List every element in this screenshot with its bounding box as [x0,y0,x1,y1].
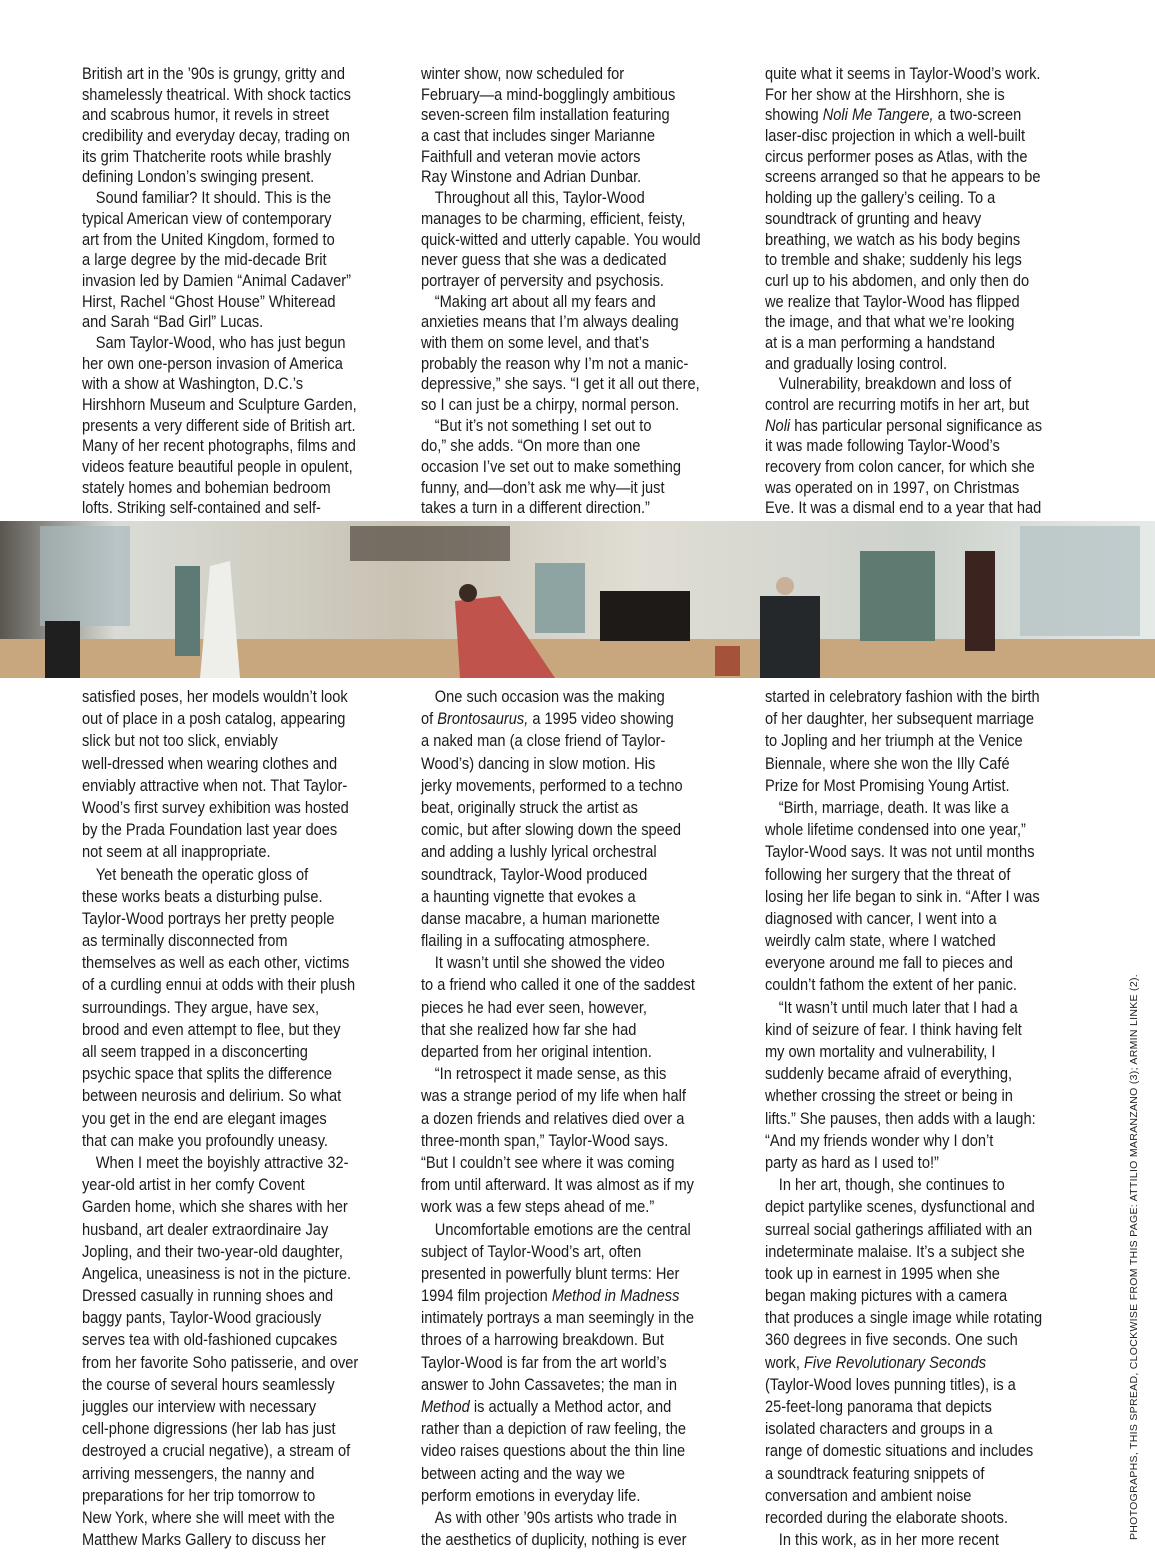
text-line: It wasn’t until she showed the video [434,953,665,973]
text-line: preparations for her trip tomorrow to [82,1485,316,1505]
text-segment: a 1995 video showing [528,709,674,729]
text-line: a large degree by the mid-decade Brit [82,250,327,270]
text-line: 25-feet-long panorama that depicts [765,1397,992,1416]
text-line: When I meet the boyishly attractive 32- [95,1152,349,1172]
paragraph [82,864,403,1152]
text-line: work was a few steps ahead of me.” [421,1197,655,1217]
text-line: Taylor-Wood says. It was not until months [765,842,1035,862]
text-line: the aesthetics of duplicity, nothing is ever [421,1530,687,1550]
text-line: with a show at Washington, D.C.’s [82,374,304,394]
text-line: a haunting vignette that evokes a [421,886,636,906]
text-line: video raises questions about the thin line [421,1441,686,1461]
text-line: Prize for Most Promising Young Artist. [765,775,1010,795]
text-line: these works beats a disturbing pulse. [82,886,323,906]
text-line: depict partylike scenes, dysfunctional and [765,1197,1035,1217]
text-line: anxieties means that I’m always dealing [421,312,679,332]
italic-title: Brontosaurus, [437,709,529,729]
text-line: occasion I’ve set out to make something [421,457,682,477]
text-line: her own one-person invasion of America [82,353,343,373]
text-line: between neurosis and delirium. So what [82,1086,342,1106]
text-line: Taylor-Wood is far from the art world’s [421,1352,667,1372]
italic-title: Method in Madness [551,1286,680,1306]
text-line: perform emotions in everyday life. [421,1485,641,1505]
text-line: surreal social gatherings affiliated with an [765,1219,1033,1239]
article-column-1-top [82,64,401,519]
italic-title: Noli [765,415,791,435]
text-line: enviably attractive when not. That Taylor- [82,775,348,795]
text-line: quick-witted and utterly capable. You would [421,229,701,249]
text-line: stately homes and bohemian bedroom [82,477,331,497]
text-line: “In retrospect it made sense, as this [434,1064,667,1084]
text-line: winter show, now scheduled for [421,64,625,83]
text-line: takes a turn in a different direction.” [421,498,650,518]
text-line: Jopling, and their two-year-old daughter, [82,1241,343,1261]
paragraph [82,333,401,519]
text-line [765,1352,1042,1374]
text-line: February—a mind-bogglingly ambitious [421,84,676,104]
text-line: year-old artist in her comfy Covent [82,1175,305,1195]
text-segment: has particular personal significance as [790,415,1043,435]
text-line: subject of Taylor-Wood’s art, often [421,1241,642,1261]
text-line: Sound familiar? It should. This is the [95,188,332,208]
paragraph [421,292,746,416]
text-line: its grim Thatcherite roots while brashly [82,146,332,166]
text-line: “But it’s not something I set out to [434,415,652,435]
text-line: losing her life began to sink in. “After I was [765,886,1040,906]
text-line: not seem at all inappropriate. [82,842,271,862]
text-line: brood and even attempt to flee, but they [82,1019,341,1039]
paragraph [421,188,746,291]
article-column-2-top [421,64,746,519]
text-line: defining London’s swinging present. [82,167,315,187]
text-line: seven-screen film installation featuring [421,105,670,125]
text-line: diagnosed with cancer, I went into a [765,908,997,928]
text-line: “Birth, marriage, death. It was like a [778,797,1009,817]
text-line: out of place in a posh catalog, appearing [82,709,346,729]
paragraph [765,1174,1087,1529]
text-line: took up in earnest in 1995 when she [765,1263,1000,1283]
text-line: “It wasn’t until much later that I had a [778,997,1018,1017]
text-line: destroyed a crucial negative), a stream of [82,1441,351,1461]
text-line: recovery from colon cancer, for which she [765,457,1035,477]
text-line: began making pictures with a camera [765,1286,1008,1306]
text-line: lofts. Striking self-contained and self- [82,498,321,518]
text-line: range of domestic situations and includes [765,1441,1034,1461]
text-line: kind of seizure of fear. I think having felt [765,1019,1022,1039]
text-line: Hirst, Rachel “Ghost House” Whiteread [82,291,336,311]
paragraph [765,686,1087,797]
text-line: a naked man (a close friend of Taylor- [421,731,666,751]
text-line: was a strange period of my life when half [421,1086,686,1106]
text-line: Garden home, which she shares with her [82,1197,348,1217]
text-line: One such occasion was the making [434,687,665,706]
text-line: portrayer of perversity and psychosis. [421,270,664,290]
text-line: everyone around me fall to pieces and [765,953,1013,973]
text-line: satisfied poses, her models wouldn’t look [82,687,348,706]
text-line [765,105,1042,126]
text-line: flailing in a suffocating atmosphere. [421,931,650,951]
text-line: soundtrack of grunting and heavy [765,208,982,228]
paragraph [765,1529,1087,1551]
text-line: 360 degrees in five seconds. One such [765,1330,1018,1350]
text-line: between acting and the way we [421,1463,626,1483]
text-line: and scabrous humor, it revels in street [82,105,330,125]
text-line: circus performer poses as Atlas, with the [765,146,1028,166]
text-line: screens arranged so that he appears to be [765,167,1041,187]
text-line: Yet beneath the operatic gloss of [95,864,309,884]
paragraph [82,64,401,188]
text-line: Taylor-Wood portrays her pretty people [82,908,335,928]
text-line: never guess that she was a dedicated [421,250,667,270]
text-line: British art in the ’90s is grungy, gritty and [82,64,346,83]
text-line: a dozen friends and relatives died over a [421,1108,685,1128]
paragraph [765,64,1087,374]
text-line: psychic space that splits the difference [82,1064,333,1084]
text-line: Biennale, where she won the Illy Café [765,753,1010,773]
paragraph [765,797,1087,997]
text-line: beat, originally struck the artist as [421,797,638,817]
text-line: curl up to his abdomen, and only then do [765,270,1030,290]
text-line: the image, and that what we’re looking [765,312,1015,332]
text-line: Wood’s) dancing in slow motion. His [421,753,656,773]
text-segment: is actually a Method actor, and [469,1397,672,1416]
text-line: started in celebratory fashion with the birth [765,687,1040,706]
text-line: juggles our interview with necessary [82,1397,317,1416]
text-line: serves tea with old-fashioned cupcakes [82,1330,338,1350]
text-line [421,1285,695,1307]
text-line: For her show at the Hirshhorn, she is [765,84,1005,104]
text-line: presented in powerfully blunt terms: Her [421,1263,680,1283]
text-line: party as hard as I used to!” [765,1152,939,1172]
text-line: of her daughter, her subsequent marriage [765,709,1035,729]
text-line: the course of several hours seamlessly [82,1374,335,1394]
text-line: themselves as well as each other, victims [82,953,350,973]
text-line: so I can just be a chirpy, normal person. [421,395,680,414]
text-line: “Making art about all my fears and [434,291,656,311]
paragraph [421,1219,739,1507]
text-line: at is a man performing a handstand [765,332,995,352]
text-line: videos feature beautiful people in opulent, [82,457,353,477]
text-line: my own mortality and vulnerability, I [765,1042,996,1061]
text-line: jerky movements, performed to a techno [421,775,683,795]
text-line: In this work, as in her more recent [778,1530,999,1550]
paragraph [82,1152,403,1551]
text-line: “But I couldn’t see where it was coming [421,1152,675,1172]
paragraph [421,1507,739,1551]
text-line: manages to be charming, efficient, feisty, [421,208,686,228]
text-line: funny, and—don’t ask me why—it just [421,477,665,497]
text-line: to tremble and shake; suddenly his legs [765,250,1022,270]
italic-title: Method [421,1397,470,1416]
text-line: conversation and ambient noise [765,1485,972,1505]
text-line: Dressed casually in running shoes and [82,1286,334,1306]
text-line: slick but not too slick, enviably [82,731,278,751]
text-line [765,416,1042,437]
text-line: you get in the end are elegant images [82,1108,327,1128]
text-segment: a two-screen [933,105,1022,125]
paragraph [765,997,1087,1175]
text-segment: 1994 film projection [421,1286,552,1306]
paragraph [421,686,739,952]
text-segment: of [421,709,438,729]
text-line: Many of her recent photographs, films and [82,436,356,456]
text-line: with them on some level, and that’s [421,332,650,352]
text-line: cell-phone digressions (her lab has just [82,1419,336,1439]
text-line: typical American view of contemporary [82,208,332,228]
text-segment: work, [765,1352,804,1372]
text-line: whether crossing the street or being in [765,1086,1013,1106]
text-line: Eve. It was a dismal end to a year that had [765,498,1042,518]
text-line: (Taylor-Wood loves punning titles), is a [765,1374,1016,1394]
article-column-3-top [765,64,1087,519]
text-line: weirdly calm state, where I watched [765,931,996,951]
text-line: breathing, we watch as his body begins [765,229,1021,249]
text-line: As with other ’90s artists who trade in [434,1507,677,1527]
text-line: baggy pants, Taylor-Wood graciously [82,1308,322,1328]
text-line: probably the reason why I’m not a manic- [421,353,689,373]
text-line: and adding a lushly lyrical orchestral [421,842,657,862]
text-line: presents a very different side of British art. [82,415,356,435]
article-column-3-bottom [765,686,1087,1551]
text-line: Sam Taylor-Wood, who has just begun [95,332,346,352]
paragraph [82,686,403,864]
panorama-photo [0,521,1155,678]
text-line: Throughout all this, Taylor-Wood [434,188,645,208]
text-line: invasion led by Damien “Animal Cadaver” [82,270,351,290]
text-line: quite what it seems in Taylor-Wood’s work. [765,64,1041,83]
text-line: rather than a depiction of raw feeling, the [421,1419,686,1439]
paragraph [765,374,1087,519]
text-line: following her surgery that the threat of [765,864,1011,884]
text-line: to Jopling and her triumph at the Venice [765,731,1023,751]
text-line: Faithfull and veteran movie actors [421,146,641,166]
text-line: whole lifetime condensed into one year,” [765,820,1026,840]
text-line: recorded during the elaborate shoots. [765,1507,1009,1527]
text-line: art from the United Kingdom, formed to [82,229,335,249]
text-line: departed from her original intention. [421,1042,652,1061]
text-line: that she realized how far she had [421,1019,637,1039]
text-line: husband, art dealer extraordinaire Jay [82,1219,329,1239]
text-line: we realize that Taylor-Wood has flipped [765,291,1020,311]
text-line: do,” she adds. “On more than one [421,436,641,456]
text-line: by the Prada Foundation last year does [82,820,338,840]
text-line: lifts.” She pauses, then adds with a laugh: [765,1108,1036,1128]
text-line: well-dressed when wearing clothes and [82,753,338,773]
text-line: shamelessly theatrical. With shock tactics [82,84,351,104]
text-line: arriving messengers, the nanny and [82,1463,315,1483]
text-line: control are recurring motifs in her art, but [765,395,1030,414]
text-line: isolated characters and groups in a [765,1419,993,1439]
text-line: danse macabre, a human marionette [421,908,660,928]
text-line: from until afterward. It was almost as if my [421,1175,694,1195]
text-line: New York, where she will meet with the [82,1507,335,1527]
text-line: Uncomfortable emotions are the central [434,1219,691,1239]
text-line: Matthew Marks Gallery to discuss her [82,1530,326,1550]
text-line: a soundtrack featuring snippets of [765,1463,985,1483]
text-line: was operated on in 1997, on Christmas [765,477,1020,497]
text-line: Ray Winstone and Adrian Dunbar. [421,167,642,187]
text-line [421,1396,695,1418]
text-line: pieces he had ever seen, however, [421,997,647,1017]
text-line: to a friend who called it one of the saddest [421,975,695,995]
text-line: answer to John Cassavetes; the man in [421,1374,677,1394]
text-line: three-month span,” Taylor-Wood says. [421,1130,669,1150]
text-line: Angelica, uneasiness is not in the picture. [82,1263,352,1283]
text-line: credibility and everyday decay, trading on [82,126,350,146]
text-line: suddenly became afraid of everything, [765,1064,1013,1084]
photo-credit: PHOTOGRAPHS, THIS SPREAD, CLOCKWISE FROM THIS PAGE: ATTILIO MARANZANO (3); ARMIN LINKE (2). [1128,974,1140,1540]
text-line [421,708,695,730]
text-line: soundtrack, Taylor-Wood produced [421,864,648,884]
text-line: Hirshhorn Museum and Sculpture Garden, [82,395,357,414]
text-line: intimately portrays a man seemingly in the [421,1308,695,1328]
text-line: Wood’s first survey exhibition was hosted [82,797,349,817]
text-line: holding up the gallery’s ceiling. To a [765,188,996,208]
text-segment: showing [765,105,823,125]
text-line: couldn’t fathom the extent of her panic. [765,975,1017,995]
text-line: depressive,” she says. “I get it all out there, [421,374,700,394]
text-line: of a curdling ennui at odds with their plush [82,975,356,995]
paragraph [421,952,739,1063]
text-line: that can make you profoundly uneasy. [82,1130,328,1150]
text-line: laser-disc projection in which a well-built [765,126,1026,146]
paragraph [421,416,746,519]
text-line: that produces a single image while rotating [765,1308,1043,1328]
article-column-1-bottom [82,686,403,1551]
paragraph [421,1063,739,1218]
text-line: as terminally disconnected from [82,931,288,951]
text-line: and Sarah “Bad Girl” Lucas. [82,312,264,332]
text-line: In her art, though, she continues to [778,1175,1005,1195]
text-line: a cast that includes singer Marianne [421,126,656,146]
italic-title: Five Revolutionary Seconds [803,1352,987,1372]
text-line: it was made following Taylor-Wood’s [765,436,1000,456]
paragraph [82,188,401,333]
text-line: and gradually losing control. [765,353,948,373]
paragraph [421,64,746,188]
text-line: from her favorite Soho patisserie, and over [82,1352,359,1372]
italic-title: Noli Me Tangere, [822,105,934,125]
text-line: surroundings. They argue, have sex, [82,997,320,1017]
text-line: Vulnerability, breakdown and loss of [778,374,1012,394]
text-line: “And my friends wonder why I don’t [765,1130,994,1150]
article-column-2-bottom [421,686,739,1551]
text-line: indeterminate malaise. It’s a subject she [765,1241,1025,1261]
text-line: throes of a harrowing breakdown. But [421,1330,665,1350]
text-line: all seem trapped in a disconcerting [82,1042,308,1061]
text-line: comic, but after slowing down the speed [421,820,682,840]
